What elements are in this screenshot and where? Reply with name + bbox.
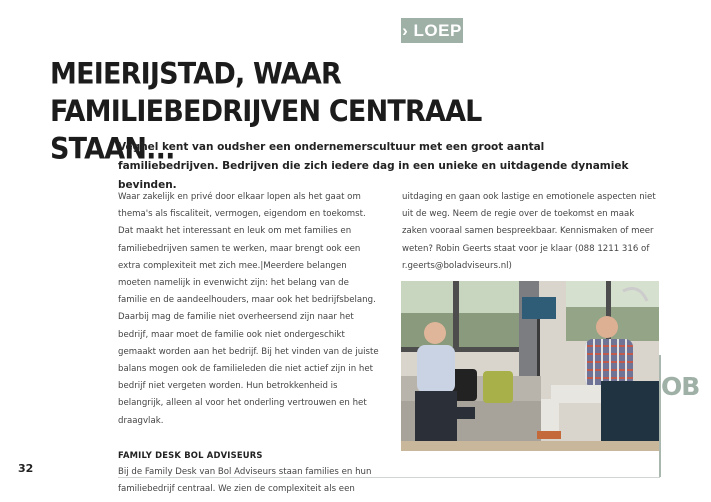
intro-paragraph: Veghel kent van oudsher een ondernemerscultuur met een groot aantal familiebedrijven. Bedrijven die zich iedere dag in een unieke en uitdagende dynamiek bevinden. xyxy=(118,141,629,191)
page-number: 32 xyxy=(18,462,34,475)
bottom-rule xyxy=(118,477,660,478)
subheading-family-desk: FAMILY DESK BOL ADVISEURS xyxy=(118,449,263,460)
page-title: MEIERIJSTAD, WAAR FAMILIEBEDRIJVEN CENTRAAL STAAN... xyxy=(50,57,482,166)
side-letters: OB xyxy=(661,372,700,401)
photo-two-men-on-sofa xyxy=(401,281,659,451)
body-paragraph-3: uitdaging en gaan ook lastige en emotionele aspecten niet uit de weg. Neem de regie over de toekomst en maak zaken vooraal samen bespreekbaar. Kennismaken of meer weten? Robin Geerts staat voor je klaar (088 1211 316 of r.geerts@boladviseurs.nl) xyxy=(402,192,656,271)
body-paragraph-2: Bij de Family Desk van Bol Adviseurs staan families en hun familiebedrijf centraal. We zien de complexiteit als een xyxy=(118,467,372,495)
section-tag: › LOEP xyxy=(401,18,463,43)
body-paragraph-1: Waar zakelijk en privé door elkaar lopen als het gaat om thema's als fiscaliteit, vermogen, eigendom en toekomst. Dat maakt het interessant en leuk om met families en familiebedrijven samen te werken, maar brengt ook een extra complexiteit met zich mee.|Meerdere belangen moeten namelijk in evenwicht zijn: het belang van de familie en de aandeelhouders, maar ook het bedrijfsbelang. Daarbij mag de familie niet overheersend zijn naar het bedrijf, maar moet de familie ook niet ondergeschikt gemaakt worden aan het bedrijf. Bij het vinden van de juiste balans mogen ook de familieleden die niet actief zijn in het bedrijf niet vergeten worden. Hun betrokkenheid is belangrijk, alleen al voor het onderling vertrouwen en het draagvlak. xyxy=(118,192,379,426)
article-column-left xyxy=(118,189,380,498)
article-column-right xyxy=(402,189,658,275)
